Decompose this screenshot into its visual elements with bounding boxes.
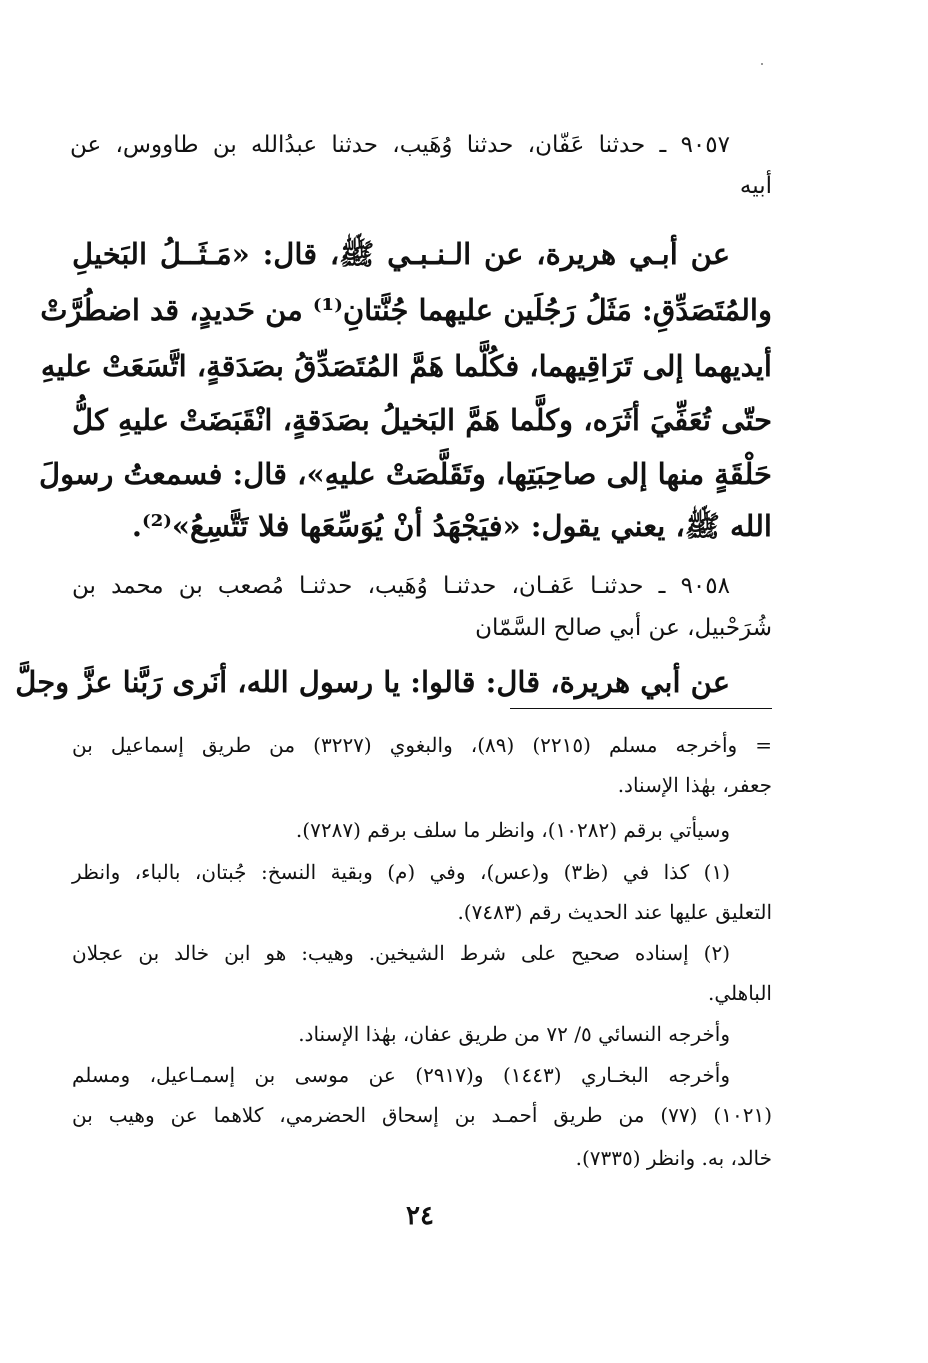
footnote-line-5: التعليق عليها عند الحديث رقم (٧٤٨٣). [457, 900, 772, 924]
footnote-line-2: جعفر، بهٰذا الإسناد. [617, 773, 772, 797]
matn-9057-line-2: والمُتَصَدِّقِ: مَثَلُ رَجُلَين عليهما جُنَّتانِ⁽¹⁾ من حَديدٍ، قد اضطُرَّتْ [40, 293, 772, 327]
scan-speck [761, 63, 763, 65]
isnad-9057-line-2: أبيه [739, 173, 772, 199]
matn-9057-line-3: أيديهما إلى تَرَاقِيهما، فكُلَّما هَمَّ المُتَصَدِّقُ بصَدَقةٍ، اتَّسَعَتْ عليهِ [40, 349, 772, 383]
isnad-9058-line-1: ٩٠٥٨ ـ حدثنـا عَفـان، حدثنـا وُهَيب، حدثنـا مُصعب بن محمد بن [72, 573, 730, 599]
footnote-line-7: الباهلي. [708, 981, 772, 1005]
footnote-line-3: وسيأتي برقم (١٠٢٨٢)، وانظر ما سلف برقم (٧٢٨٧). [295, 818, 730, 842]
footnote-line-9: وأخرجه البخـاري (١٤٤٣) و(٢٩١٧) عن موسى بن إسمـاعيل، ومسلم [72, 1063, 731, 1087]
footnote-line-8: وأخرجه النسائي ٥/ ٧٢ من طريق عفان، بهٰذا الإسناد. [298, 1022, 730, 1046]
matn-9058-line-1: عن أبي هريرة، قال: قالوا: يا رسول الله، أنَرى رَبَّنا عزَّ وجلَّ [15, 665, 730, 699]
matn-9057-line-4: حتّى تُعَفِّيَ أثَرَه، وكلَّما هَمَّ البَخيلُ بصَدَقةٍ، انْقَبَضَتْ عليهِ كلُّ [72, 403, 772, 437]
matn-9057-line-6: الله ﷺ، يعني يقول: «فيَجْهَدُ أنْ يُوَسِّعَها فلا تَتَّسِعُ»⁽²⁾. [131, 509, 772, 543]
footnote-line-11: خالد، به. وانظر (٧٣٣٥). [575, 1146, 772, 1170]
footnote-line-10: (١٠٢١) (٧٧) من طريق أحمـد بن إسحاق الحضرمي، كلاهما عن وهيب بن [72, 1103, 772, 1127]
matn-9057-line-5: حَلْقَةٍ منها إلى صاحِبَتِها، وتَقَلَّصَتْ عليهِ»، قال: فسمعتُ رسولَ [39, 457, 772, 491]
footnote-line-1: = وأخرجه مسلم (٢٢١٥) (٨٩)، والبغوي (٣٢٢٧) من طريق إسماعيل بن [72, 733, 772, 757]
matn-9057-line-1: عن أبـي هريرة، عن الـنـبـي ﷺ، قال: «مَـثَــلُ البَخيلِ [72, 237, 730, 271]
footnote-line-6: (٢) إسناده صحيح على شرط الشيخين. وهيب: هو ابن خالد بن عجلان [72, 941, 730, 965]
isnad-9058-line-2: شُرَحْبيل، عن أبي صالح السَّمّان [475, 615, 772, 641]
footnote-line-4: (١) كذا في (ظ٣) و(عس)، وفي (م) وبقية النسخ: جُبتان، بالباء، وانظر [72, 860, 730, 884]
isnad-9057-line-1: ٩٠٥٧ ـ حدثنا عَفّان، حدثنا وُهَيب، حدثنا عبدُالله بن طاووس، عن [70, 132, 730, 158]
page-number: ٢٤ [406, 1201, 434, 1231]
footnote-separator [510, 708, 772, 709]
